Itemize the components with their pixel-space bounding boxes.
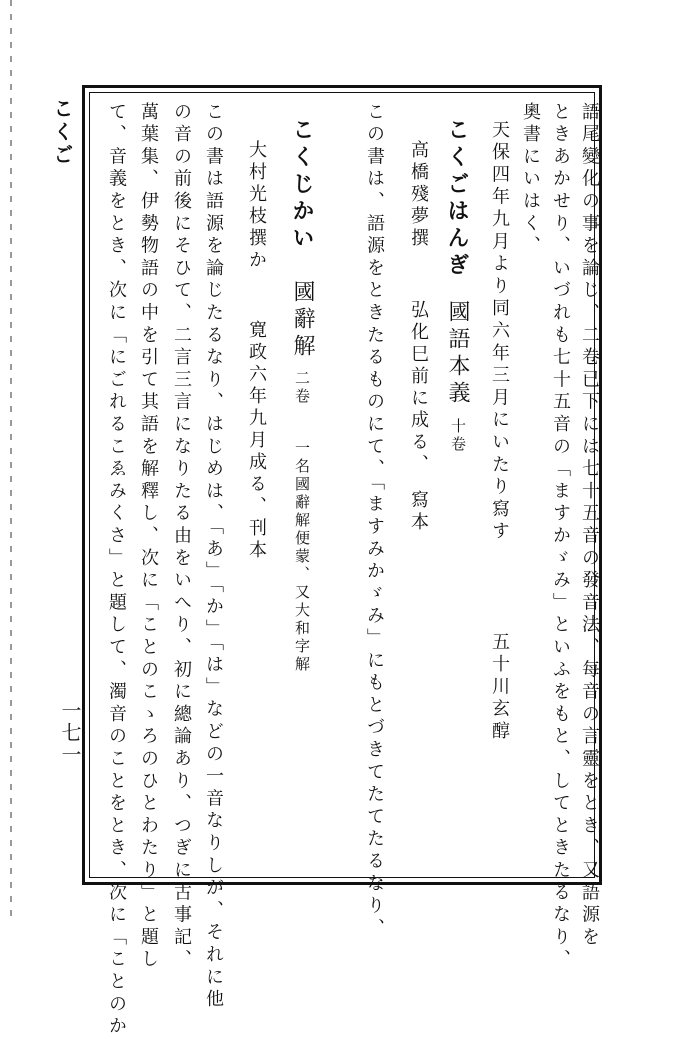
- entry-title-kokujikai: 國辭解: [290, 280, 315, 361]
- entry-title-kokugo-hongi: 國語本義: [445, 300, 470, 408]
- date-koka: 弘化巳前に成る、: [408, 300, 429, 476]
- entry-volumes-2: 二卷: [293, 370, 311, 406]
- text-column-2: ときあかせり、いづれも七十五音の「ますかゞみ」といふをもと、してときたるなり、: [550, 102, 571, 972]
- date-kansei: 寛政六年九月成る、: [246, 320, 267, 518]
- text-column-3: 奧書にいはく、: [520, 102, 541, 259]
- text-column-4-date: 天保四年九月より同六年三月にいたり寫す: [489, 120, 510, 544]
- entry-alt-title: 一名國辭解便蒙、又大和字解: [293, 440, 311, 674]
- entry-heading-kokugohangi: こくごはんぎ: [444, 118, 470, 280]
- text-column-7: この書は、語源をときたるものにて、「ますみかゞみ」にもとづきてたてたるなり、: [364, 102, 385, 941]
- page-edge-shadow: [10, 0, 12, 917]
- running-head: こくご: [50, 98, 74, 167]
- author-omura: 大村光枝撰か: [246, 140, 267, 272]
- text-column-1: 語尾變化の事を論じ、二卷已下には七十五音の發音法、每音の言靈をとき、又語源を: [579, 102, 600, 950]
- entry-volumes-10: 十卷: [449, 418, 467, 454]
- printed-note: 刊本: [246, 518, 267, 562]
- text-column-10: この書は語源を論じたるなり、はじめは、「あ」「か」「は」などの一音なりしが、それに他: [203, 102, 224, 1012]
- entry-heading-kokujikai: こくじかい: [289, 118, 315, 253]
- manuscript-note: 寫本: [408, 490, 429, 534]
- text-column-11: の音の前後にそひて、二言三言になりたる由をいへり、初に總論あり、つぎに古事記、: [171, 102, 192, 972]
- author-takahashi: 高橋殘夢撰: [408, 140, 429, 250]
- text-column-13: て、音義をとき、次に「にごれるこゑみくさ」と題して、濁音のことをとき、次に「ことのか: [106, 102, 127, 1039]
- page-number: 一七一: [58, 700, 82, 766]
- text-column-12: 萬葉集、伊勢物語の中を引て其語を解釋し、次に「ことのこゝろのひとわたり」と題し: [138, 102, 159, 972]
- text-column-4-signature: 五十川玄醇: [489, 632, 510, 744]
